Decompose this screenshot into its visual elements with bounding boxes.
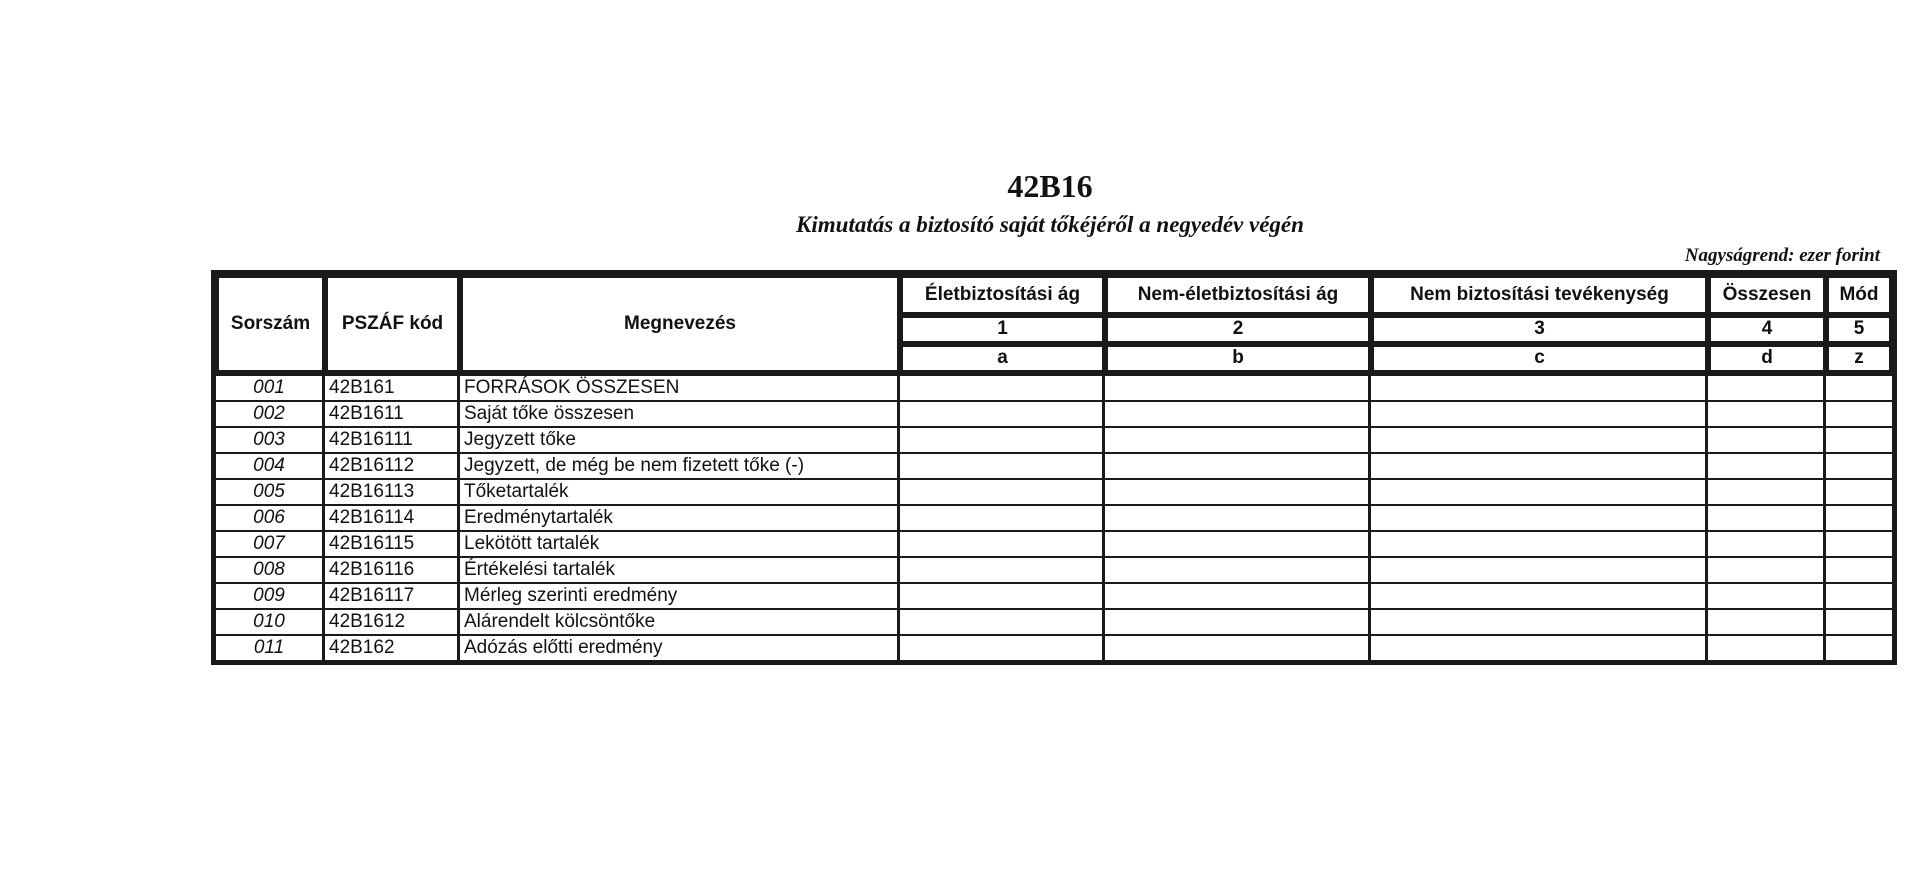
row-sorszam: 003 bbox=[216, 428, 325, 454]
row-value-cell-1[interactable] bbox=[900, 480, 1105, 506]
row-value-cell-5[interactable] bbox=[1826, 454, 1892, 480]
row-pszaf-kod: 42B161 bbox=[325, 373, 460, 402]
row-value-cell-3[interactable] bbox=[1371, 610, 1708, 636]
row-value-cell-3[interactable] bbox=[1371, 402, 1708, 428]
row-megnevezes: Saját tőke összesen bbox=[460, 402, 900, 428]
row-sorszam: 010 bbox=[216, 610, 325, 636]
row-value-cell-5[interactable] bbox=[1826, 558, 1892, 584]
row-value-cell-5[interactable] bbox=[1826, 480, 1892, 506]
table-body bbox=[216, 373, 1892, 660]
header-col-1-letter: a bbox=[900, 344, 1105, 373]
row-value-cell-5[interactable] bbox=[1826, 584, 1892, 610]
row-pszaf-kod: 42B1612 bbox=[325, 610, 460, 636]
row-pszaf-kod: 42B16116 bbox=[325, 558, 460, 584]
row-value-cell-5[interactable] bbox=[1826, 373, 1892, 402]
row-sorszam: 001 bbox=[216, 373, 325, 402]
table-row bbox=[216, 373, 1892, 402]
row-megnevezes: Jegyzett tőke bbox=[460, 428, 900, 454]
row-sorszam: 004 bbox=[216, 454, 325, 480]
row-value-cell-4[interactable] bbox=[1708, 610, 1826, 636]
row-sorszam: 009 bbox=[216, 584, 325, 610]
row-value-cell-2[interactable] bbox=[1105, 584, 1371, 610]
table-row bbox=[216, 402, 1892, 428]
header-col-4-label: Összesen bbox=[1708, 275, 1826, 315]
row-value-cell-4[interactable] bbox=[1708, 636, 1826, 660]
row-value-cell-1[interactable] bbox=[900, 454, 1105, 480]
row-megnevezes: Értékelési tartalék bbox=[460, 558, 900, 584]
row-pszaf-kod: 42B162 bbox=[325, 636, 460, 660]
row-pszaf-kod: 42B1611 bbox=[325, 402, 460, 428]
table-row bbox=[216, 532, 1892, 558]
header-col-3-label: Nem biztosítási tevékenység bbox=[1371, 275, 1708, 315]
row-megnevezes: Alárendelt kölcsöntőke bbox=[460, 610, 900, 636]
row-value-cell-3[interactable] bbox=[1371, 584, 1708, 610]
row-value-cell-5[interactable] bbox=[1826, 506, 1892, 532]
header-col-5-num: 5 bbox=[1826, 315, 1892, 344]
unit-note: Nagyságrend: ezer forint bbox=[1684, 245, 1880, 266]
row-value-cell-1[interactable] bbox=[900, 532, 1105, 558]
row-value-cell-1[interactable] bbox=[900, 584, 1105, 610]
row-sorszam: 011 bbox=[216, 636, 325, 660]
row-value-cell-4[interactable] bbox=[1708, 402, 1826, 428]
header-col-3-letter: c bbox=[1371, 344, 1708, 373]
row-sorszam: 002 bbox=[216, 402, 325, 428]
header-col-1-num: 1 bbox=[900, 315, 1105, 344]
row-value-cell-3[interactable] bbox=[1371, 506, 1708, 532]
table-row bbox=[216, 480, 1892, 506]
row-value-cell-2[interactable] bbox=[1105, 480, 1371, 506]
row-value-cell-3[interactable] bbox=[1371, 480, 1708, 506]
row-value-cell-5[interactable] bbox=[1826, 402, 1892, 428]
row-value-cell-2[interactable] bbox=[1105, 532, 1371, 558]
row-value-cell-3[interactable] bbox=[1371, 636, 1708, 660]
row-value-cell-2[interactable] bbox=[1105, 428, 1371, 454]
row-sorszam: 006 bbox=[216, 506, 325, 532]
row-pszaf-kod: 42B16113 bbox=[325, 480, 460, 506]
row-value-cell-2[interactable] bbox=[1105, 402, 1371, 428]
row-value-cell-2[interactable] bbox=[1105, 454, 1371, 480]
row-value-cell-1[interactable] bbox=[900, 428, 1105, 454]
row-value-cell-3[interactable] bbox=[1371, 373, 1708, 402]
row-value-cell-3[interactable] bbox=[1371, 428, 1708, 454]
table-row bbox=[216, 636, 1892, 660]
row-value-cell-5[interactable] bbox=[1826, 636, 1892, 660]
row-value-cell-4[interactable] bbox=[1708, 532, 1826, 558]
report-subtitle: Kimutatás a biztosító saját tőkéjéről a negyedév végén bbox=[796, 212, 1304, 237]
row-megnevezes: Lekötött tartalék bbox=[460, 532, 900, 558]
row-value-cell-3[interactable] bbox=[1371, 454, 1708, 480]
row-megnevezes: FORRÁSOK ÖSSZESEN bbox=[460, 373, 900, 402]
header-col-2-letter: b bbox=[1105, 344, 1371, 373]
row-value-cell-1[interactable] bbox=[900, 506, 1105, 532]
table-row bbox=[216, 454, 1892, 480]
row-value-cell-4[interactable] bbox=[1708, 373, 1826, 402]
header-pszaf-kod: PSZÁF kód bbox=[325, 275, 460, 373]
row-pszaf-kod: 42B16114 bbox=[325, 506, 460, 532]
row-megnevezes: Adózás előtti eredmény bbox=[460, 636, 900, 660]
row-value-cell-2[interactable] bbox=[1105, 636, 1371, 660]
row-value-cell-5[interactable] bbox=[1826, 610, 1892, 636]
header-col-2-label: Nem-életbiztosítási ág bbox=[1105, 275, 1371, 315]
row-value-cell-4[interactable] bbox=[1708, 480, 1826, 506]
row-value-cell-1[interactable] bbox=[900, 373, 1105, 402]
row-pszaf-kod: 42B16115 bbox=[325, 532, 460, 558]
row-value-cell-5[interactable] bbox=[1826, 428, 1892, 454]
row-sorszam: 005 bbox=[216, 480, 325, 506]
header-col-5-letter: z bbox=[1826, 344, 1892, 373]
row-value-cell-4[interactable] bbox=[1708, 506, 1826, 532]
row-value-cell-4[interactable] bbox=[1708, 584, 1826, 610]
table-row bbox=[216, 610, 1892, 636]
row-value-cell-2[interactable] bbox=[1105, 373, 1371, 402]
row-pszaf-kod: 42B16112 bbox=[325, 454, 460, 480]
row-megnevezes: Jegyzett, de még be nem fizetett tőke (-) bbox=[460, 454, 900, 480]
header-sorszam: Sorszám bbox=[216, 275, 325, 373]
row-value-cell-4[interactable] bbox=[1708, 558, 1826, 584]
header-col-2-num: 2 bbox=[1105, 315, 1371, 344]
table-row bbox=[216, 428, 1892, 454]
header-col-3-num: 3 bbox=[1371, 315, 1708, 344]
report-table bbox=[211, 270, 1897, 665]
header-col-4-num: 4 bbox=[1708, 315, 1826, 344]
table-row bbox=[216, 506, 1892, 532]
header-col-5-label: Mód bbox=[1826, 275, 1892, 315]
row-megnevezes: Eredménytartalék bbox=[460, 506, 900, 532]
header-col-4-letter: d bbox=[1708, 344, 1826, 373]
row-megnevezes: Mérleg szerinti eredmény bbox=[460, 584, 900, 610]
header-col-1-label: Életbiztosítási ág bbox=[900, 275, 1105, 315]
header-megnevezes: Megnevezés bbox=[460, 275, 900, 373]
table-row bbox=[216, 558, 1892, 584]
row-value-cell-1[interactable] bbox=[900, 558, 1105, 584]
row-value-cell-3[interactable] bbox=[1371, 558, 1708, 584]
row-value-cell-1[interactable] bbox=[900, 402, 1105, 428]
report-code-title: 42B16 bbox=[1007, 168, 1093, 204]
table-row bbox=[216, 584, 1892, 610]
row-sorszam: 007 bbox=[216, 532, 325, 558]
row-value-cell-1[interactable] bbox=[900, 636, 1105, 660]
row-value-cell-3[interactable] bbox=[1371, 532, 1708, 558]
row-pszaf-kod: 42B16111 bbox=[325, 428, 460, 454]
row-value-cell-1[interactable] bbox=[900, 610, 1105, 636]
row-value-cell-4[interactable] bbox=[1708, 454, 1826, 480]
row-value-cell-5[interactable] bbox=[1826, 532, 1892, 558]
row-value-cell-2[interactable] bbox=[1105, 558, 1371, 584]
row-value-cell-4[interactable] bbox=[1708, 428, 1826, 454]
row-sorszam: 008 bbox=[216, 558, 325, 584]
row-pszaf-kod: 42B16117 bbox=[325, 584, 460, 610]
row-megnevezes: Tőketartalék bbox=[460, 480, 900, 506]
row-value-cell-2[interactable] bbox=[1105, 506, 1371, 532]
row-value-cell-2[interactable] bbox=[1105, 610, 1371, 636]
